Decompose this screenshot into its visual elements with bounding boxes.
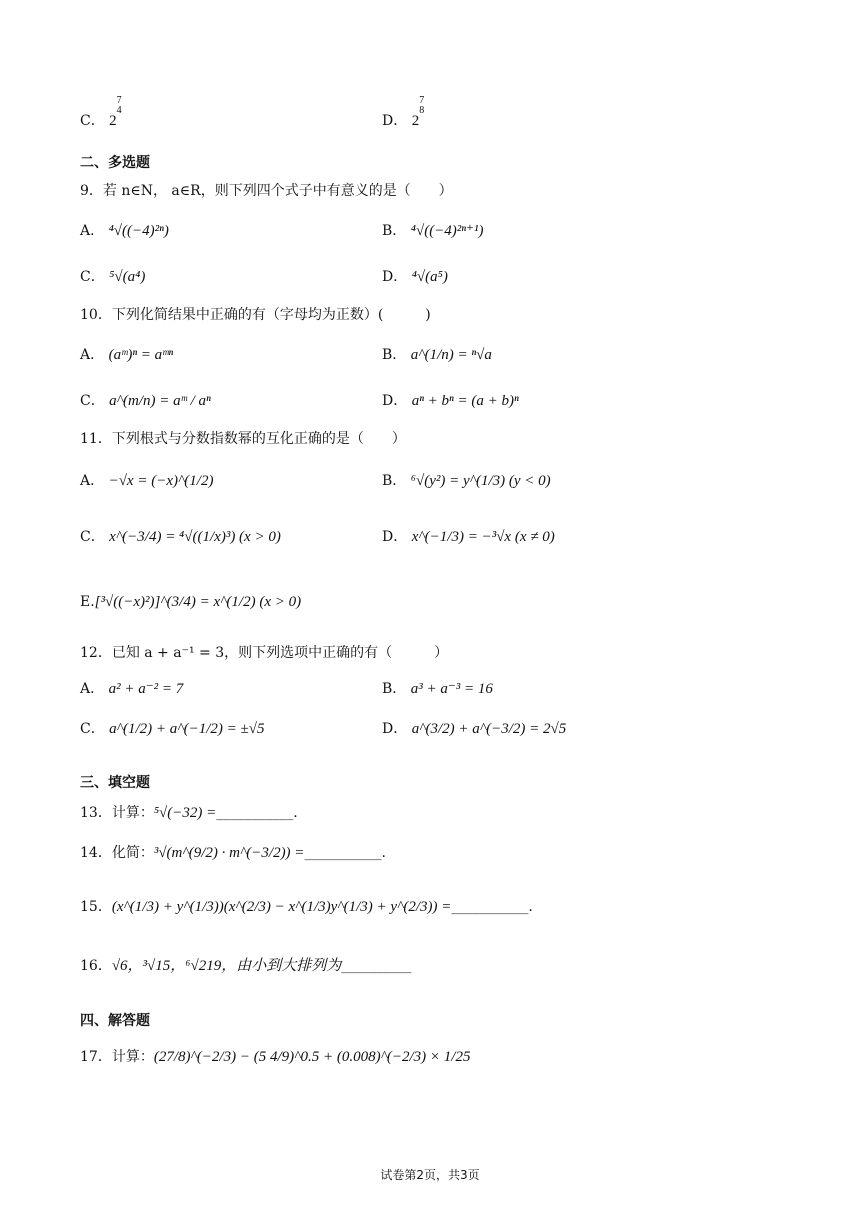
section-heading: 二、多选题: [80, 155, 150, 171]
q11-option-b: B． ⁶√(y²) = y^(1/3) (y < 0): [382, 473, 551, 489]
question-15: 15．(x^(1/3) + y^(1/3))(x^(2/3) − x^(1/3)y^(1/3) + y^(2/3)) =___________.: [80, 899, 533, 915]
answer-blank: ___________: [216, 805, 294, 821]
option-label: C．: [80, 113, 105, 129]
option-d: [382, 96, 424, 130]
q10-option-c: C． a^(m/n) = aᵐ / aⁿ: [80, 393, 211, 409]
q10-option-d: D． aⁿ + bⁿ = (a + b)ⁿ: [382, 393, 519, 409]
option-label: D．: [382, 113, 408, 129]
option-expr: $2^{7 8}$: [411, 95, 425, 129]
q11-option-d: D． x^(−1/3) = −³√x (x ≠ 0): [382, 529, 555, 545]
answer-blank: __________: [341, 958, 412, 974]
question-9: 9．若 n∈N， a∈R，则下列四个式子中有意义的是（ ）: [80, 183, 453, 199]
q10-option-b: B． a^(1/n) = ⁿ√a: [382, 347, 492, 363]
q11-option-e: E.[³√((−x)²)]^(3/4) = x^(1/2) (x > 0): [80, 594, 302, 610]
q11-option-c: C． x^(−3/4) = ⁴√((1/x)³) (x > 0): [80, 529, 281, 545]
q9-option-a: A． ⁴√((−4)²ⁿ): [80, 223, 169, 239]
q12-option-c: C． a^(1/2) + a^(−1/2) = ±√5: [80, 721, 265, 737]
q11-option-a: A． −√x = (−x)^(1/2): [80, 473, 214, 489]
q12-option-a: A． a² + a⁻² = 7: [80, 681, 184, 697]
question-12: 12．已知 a + a⁻¹ = 3，则下列选项中正确的有（ ）: [80, 645, 449, 661]
q9-option-c: C． ⁵√(a⁴): [80, 269, 146, 285]
section-heading: 三、填空题: [80, 775, 150, 791]
q12-option-d: D． a^(3/2) + a^(−3/2) = 2√5: [382, 721, 567, 737]
answer-blank: ___________: [304, 845, 382, 861]
section-heading: 四、解答题: [80, 1013, 150, 1029]
question-14: 14．化简：³√(m^(9/2) · m^(−3/2)) =___________.: [80, 845, 386, 861]
answer-blank: ___________: [451, 899, 529, 915]
q9-option-d: D． ⁴√(a⁵): [382, 269, 448, 285]
question-10: 10．下列化简结果中正确的有（字母均为正数）( ): [80, 307, 431, 323]
question-16: 16．√6，³√15，⁶√219，由小到大排列为__________: [80, 958, 412, 974]
question-11: 11．下列根式与分数指数幂的互化正确的是（ ）: [80, 431, 406, 447]
page-footer: 试卷第2页，共3页: [380, 1168, 480, 1182]
option-expr: $2^{7 4}$: [109, 95, 122, 129]
q12-option-b: B． a³ + a⁻³ = 16: [382, 681, 493, 697]
q9-option-b: B． ⁴√((−4)²ⁿ⁺¹): [382, 223, 484, 239]
question-13: 13．计算：⁵√(−32) =___________.: [80, 805, 298, 821]
option-c: [80, 96, 122, 130]
question-17: 17．计算：(27/8)^(−2/3) − (5 4/9)^0.5 + (0.008)^(−2/3) × 1/25: [80, 1049, 471, 1065]
q10-option-a: A． (aᵐ)ⁿ = aᵐⁿ: [80, 347, 174, 363]
